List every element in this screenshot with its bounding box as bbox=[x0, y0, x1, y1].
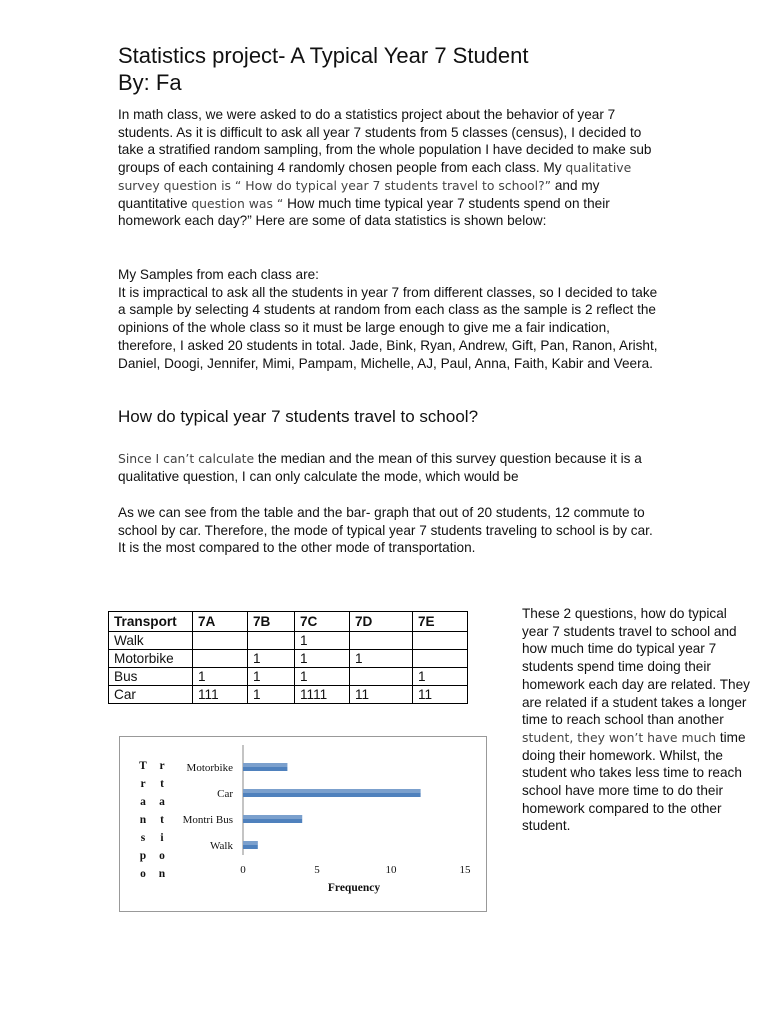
table-cell: 1 bbox=[193, 668, 248, 686]
category-label: Motorbike bbox=[186, 762, 233, 774]
x-tick-label: 10 bbox=[385, 864, 397, 876]
table-cell: 11 bbox=[350, 686, 413, 704]
x-axis-label: Frequency bbox=[327, 882, 381, 894]
x-tick-label: 0 bbox=[240, 864, 246, 876]
side-note-text-1: These 2 questions, how do typical year 7 students travel to school and how much time do typical year 7 students spend time doing their homework each day are related. They are related if a student takes a longer time to reach school than another bbox=[522, 606, 750, 728]
table-cell bbox=[193, 632, 248, 650]
table-cell: 111 bbox=[193, 686, 248, 704]
y-axis-label-letter: n bbox=[139, 814, 147, 826]
y-axis-label-letter: p bbox=[139, 850, 147, 862]
table-cell: 1 bbox=[350, 650, 413, 668]
table-header: Transport bbox=[109, 612, 193, 632]
table-row bbox=[109, 650, 468, 668]
bar-highlight bbox=[243, 763, 287, 767]
y-axis-label-letter: i bbox=[160, 832, 164, 844]
mode-paragraph bbox=[118, 450, 663, 485]
table-cell: 1 bbox=[248, 650, 295, 668]
table-header: 7A bbox=[193, 612, 248, 632]
y-axis-label-letter: t bbox=[160, 814, 164, 826]
table-cell bbox=[413, 632, 468, 650]
y-axis-label-letter: r bbox=[140, 778, 146, 790]
table-cell: 1 bbox=[295, 650, 350, 668]
table-cell: 11 bbox=[413, 686, 468, 704]
table-header: 7D bbox=[350, 612, 413, 632]
chart-svg bbox=[120, 737, 486, 911]
y-axis-label-letter: a bbox=[159, 796, 165, 808]
y-axis-label-letter: n bbox=[158, 868, 166, 880]
section-heading: How do typical year 7 students travel to school? bbox=[118, 407, 479, 426]
intro-text-3: How much time typical year 7 students spend on their homework each day?” Here are some of data statistics is shown below: bbox=[118, 195, 610, 229]
title-line-2: By: Fa bbox=[118, 70, 182, 95]
samples-heading: My Samples from each class are: bbox=[118, 267, 319, 282]
y-axis-label-letter: t bbox=[160, 778, 164, 790]
intro-paragraph bbox=[118, 106, 663, 230]
title-line-1: Statistics project- A Typical Year 7 Student bbox=[118, 43, 529, 68]
table-cell: 1 bbox=[413, 668, 468, 686]
table-cell bbox=[350, 668, 413, 686]
intro-text-2: and my quantitative bbox=[118, 177, 600, 211]
x-tick-label: 15 bbox=[459, 864, 471, 876]
table-row bbox=[109, 632, 468, 650]
intro-light-1: qualitative survey question is “ How do typical year 7 students travel to school?” bbox=[118, 160, 632, 193]
transport-bar-chart bbox=[119, 736, 487, 912]
y-axis-label-letter: s bbox=[140, 832, 146, 844]
table-cell: Motorbike bbox=[109, 650, 193, 668]
bar-highlight bbox=[243, 815, 302, 819]
mode-text: the median and the mean of this survey question because it is a qualitative question, I can only calculate the mode, which would be bbox=[118, 451, 642, 484]
side-note-light: student, they won’t have much bbox=[522, 729, 717, 745]
y-axis-label-letter: r bbox=[159, 760, 165, 772]
table-row bbox=[109, 686, 468, 704]
y-axis-label-letter: o bbox=[159, 850, 165, 862]
category-label: Montri Bus bbox=[182, 814, 233, 826]
mode-light: Since I can’t calculate bbox=[118, 451, 255, 466]
samples-paragraph bbox=[118, 266, 663, 372]
table-cell: Car bbox=[109, 686, 193, 704]
x-tick-label: 5 bbox=[314, 864, 320, 876]
table-cell bbox=[413, 650, 468, 668]
intro-light-2: question was “ bbox=[191, 195, 284, 211]
table-cell: 1 bbox=[248, 668, 295, 686]
table-cell bbox=[193, 650, 248, 668]
category-label: Walk bbox=[210, 840, 233, 852]
table-cell bbox=[350, 632, 413, 650]
table-cell: 1111 bbox=[295, 686, 350, 704]
table-cell: Walk bbox=[109, 632, 193, 650]
conclusion-paragraph: As we can see from the table and the bar- graph that out of 20 students, 12 commute to school by car. Therefore, the mode of typical year 7 students traveling to school is by car. It is the most compared to the other mode of transportation. bbox=[118, 505, 653, 556]
table-cell: Bus bbox=[109, 668, 193, 686]
intro-text-1: In math class, we were asked to do a statistics project about the behavior of year 7 students. As it is difficult to ask all year 7 students from 5 classes (census), I decided to take a stratified random sampling, from the whole population I have decided to make sub groups of each containing 4 randomly chosen people from each class. My bbox=[118, 107, 652, 176]
y-axis-label-letter: o bbox=[140, 868, 146, 880]
bar-highlight bbox=[243, 789, 421, 793]
table-header: 7B bbox=[248, 612, 295, 632]
table-cell: 1 bbox=[295, 632, 350, 650]
bar-highlight bbox=[243, 841, 258, 845]
page-title bbox=[118, 42, 529, 96]
table-header: 7C bbox=[295, 612, 350, 632]
side-note-text-2: time doing their homework. Whilst, the student who takes less time to reach school have more time to do their homework compared to the other student. bbox=[522, 729, 746, 834]
table-cell bbox=[248, 632, 295, 650]
transport-table bbox=[108, 611, 468, 704]
side-note bbox=[522, 605, 752, 835]
table-cell: 1 bbox=[295, 668, 350, 686]
table-header: 7E bbox=[413, 612, 468, 632]
y-axis-label-letter: T bbox=[139, 760, 147, 772]
samples-text: It is impractical to ask all the students in year 7 from different classes, so I decided to take a sample by selecting 4 students at random from each class as the sample is 2 reflect the opinions of the whole class so it must be large enough to give me a fair indication, therefore, I asked 20 students in total. Jade, Bink, Ryan, Andrew, Gift, Pan, Ranon, Arisht, Daniel, Doogi, Jennifer, Mimi, Pampam, Michelle, AJ, Paul, Anna, Faith, Kabir and Veera. bbox=[118, 284, 658, 371]
table-row bbox=[109, 668, 468, 686]
category-label: Car bbox=[217, 788, 233, 800]
table-header-row bbox=[109, 612, 468, 632]
table-cell: 1 bbox=[248, 686, 295, 704]
y-axis-label-letter: a bbox=[140, 796, 146, 808]
